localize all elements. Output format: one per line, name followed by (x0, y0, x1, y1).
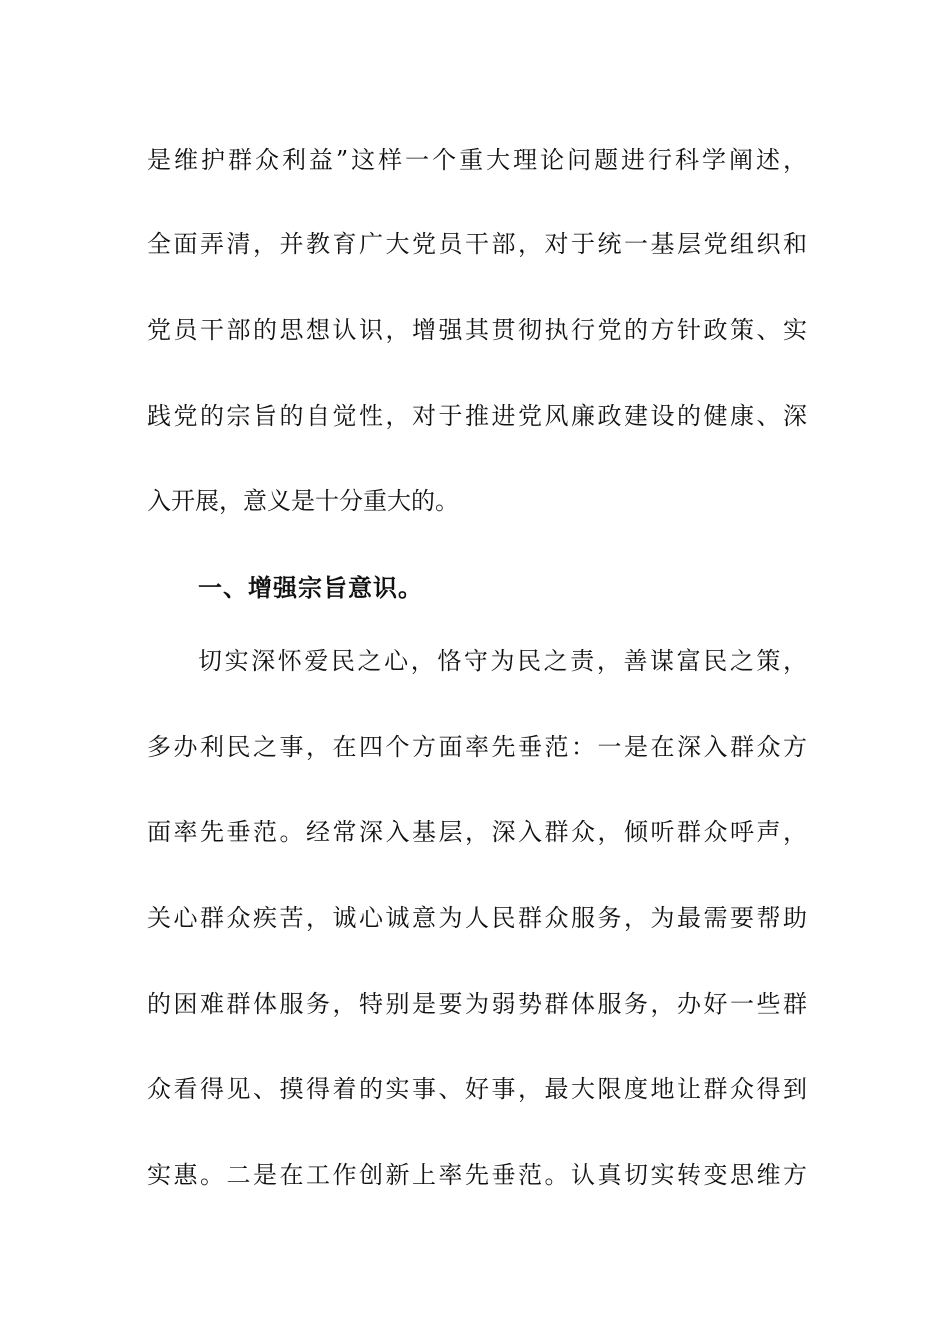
body-line-5: 的困难群体服务，特别是要为弱势群体服务，办好一些群 (147, 990, 807, 1018)
body-line-1: 切实深怀爱民之心，恪守为民之责，善谋富民之策， (198, 647, 807, 675)
section-heading: 一、增强宗旨意识。 (198, 574, 423, 602)
body-line-7: 实惠。二是在工作创新上率先垂范。认真切实转变思维方 (147, 1161, 807, 1189)
body-line-3: 面率先垂范。经常深入基层，深入群众，倾听群众呼声， (147, 818, 807, 846)
intro-line-1: 是维护群众利益”这样一个重大理论问题进行科学阐述， (147, 146, 807, 174)
intro-line-4: 践党的宗旨的自觉性，对于推进党风廉政建设的健康、深 (147, 402, 807, 430)
body-line-4: 关心群众疾苦，诚心诚意为人民群众服务，为最需要帮助 (147, 904, 807, 932)
body-line-6: 众看得见、摸得着的实事、好事，最大限度地让群众得到 (147, 1075, 807, 1103)
intro-line-2: 全面弄清，并教育广大党员干部，对于统一基层党组织和 (147, 230, 807, 258)
intro-line-3: 党员干部的思想认识，增强其贯彻执行党的方针政策、实 (147, 316, 807, 344)
body-line-2: 多办利民之事，在四个方面率先垂范：一是在深入群众方 (147, 733, 807, 761)
intro-line-5: 入开展，意义是十分重大的。 (147, 487, 459, 515)
